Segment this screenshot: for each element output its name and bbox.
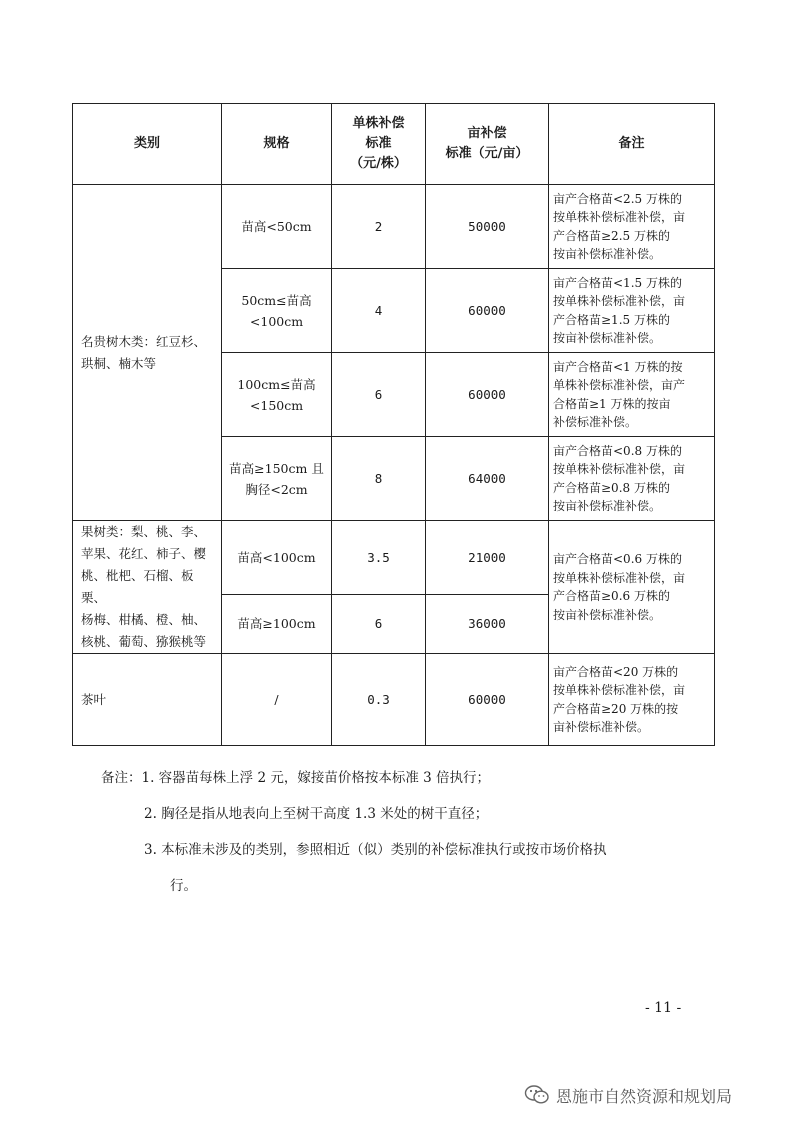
category-cell — [73, 185, 222, 521]
note-cell — [549, 353, 715, 437]
header-per-mu — [426, 104, 549, 185]
spec-line: / — [274, 692, 279, 707]
spec-cell — [222, 521, 332, 595]
note-line: 亩产合格苗<1 万株的按 — [553, 359, 683, 374]
per-plant-cell: 6 — [332, 594, 426, 653]
spec-cell — [222, 594, 332, 653]
table-row — [73, 185, 715, 269]
watermark-text: 恩施市自然资源和规划局 — [556, 1086, 733, 1106]
header-per-mu-line: 亩补偿 — [467, 126, 507, 141]
per-mu-cell: 36000 — [426, 594, 549, 653]
note-line: 按亩补偿标准补偿。 — [553, 247, 662, 261]
category-cell — [73, 654, 222, 746]
spec-line: 苗高≥100cm — [237, 616, 316, 632]
note-line: 亩产合格苗<2.5 万株的 — [553, 191, 682, 206]
spec-line: 苗高<50cm — [241, 219, 312, 234]
page-number: - 11 - — [645, 1000, 682, 1016]
wechat-icon — [524, 1084, 550, 1106]
category-line: 名贵树木类：红豆杉、 — [81, 333, 207, 349]
per-mu-cell: 60000 — [426, 353, 549, 437]
header-per-plant-line: 单株补偿 — [352, 116, 405, 131]
remark-line-1: 备注：1. 容器苗每株上浮 2 元，嫁接苗价格按本标准 3 倍执行； — [101, 770, 491, 786]
note-line: 产合格苗≥2.5 万株的 — [553, 228, 670, 243]
note-line: 按单株补偿标准补偿，亩 — [553, 210, 686, 224]
watermark — [524, 1081, 732, 1109]
note-line: 按单株补偿标准补偿，亩 — [553, 462, 686, 476]
note-cell — [549, 521, 715, 654]
category-line: 杨梅、柑橘、橙、柚、 — [81, 612, 207, 627]
note-line: 按单株补偿标准补偿，亩 — [553, 294, 686, 308]
per-plant-cell: 8 — [332, 437, 426, 521]
per-plant-cell: 6 — [332, 353, 426, 437]
note-line: 产合格苗≥1.5 万株的 — [553, 312, 670, 327]
note-cell — [549, 269, 715, 353]
per-mu-cell: 64000 — [426, 437, 549, 521]
header-per-plant-line: （元/株） — [350, 156, 407, 171]
spec-line: 100cm≤苗高 — [237, 376, 316, 392]
note-line: 亩补偿标准补偿。 — [553, 720, 650, 734]
note-cell — [549, 654, 715, 746]
header-per-plant — [332, 104, 426, 185]
per-mu-cell: 60000 — [426, 654, 549, 746]
category-line: 茶叶 — [81, 691, 107, 707]
note-cell — [549, 185, 715, 269]
note-line: 按单株补偿标准补偿，亩 — [553, 570, 686, 585]
per-mu-cell: 60000 — [426, 269, 549, 353]
header-per-mu-line: 标准（元/亩） — [445, 146, 529, 161]
spec-line: 苗高≥150cm 且 — [229, 460, 324, 476]
remark-line-4: 行。 — [170, 878, 197, 894]
per-plant-cell: 4 — [332, 269, 426, 353]
header-remark: 备注 — [549, 104, 715, 185]
per-plant-cell: 3.5 — [332, 521, 426, 595]
compensation-table — [72, 103, 715, 746]
note-line: 亩产合格苗<0.6 万株的 — [553, 552, 682, 566]
note-line: 合格苗≥1 万株的按亩 — [553, 396, 671, 411]
note-line: 产合格苗≥0.8 万株的 — [553, 480, 670, 495]
note-line: 产合格苗≥0.6 万株的 — [553, 589, 670, 603]
header-category: 类别 — [73, 104, 222, 185]
note-line: 亩产合格苗<0.8 万株的 — [553, 443, 682, 458]
table-header-row — [73, 104, 715, 185]
note-line: 单株补偿标准补偿，亩产 — [553, 378, 686, 392]
note-line: 亩产合格苗<20 万株的 — [553, 664, 679, 679]
note-line: 补偿标准补偿。 — [553, 415, 638, 429]
per-plant-cell: 2 — [332, 185, 426, 269]
spec-line: 胸径<2cm — [245, 481, 308, 497]
category-line: 苹果、花红、柿子、樱 — [81, 546, 207, 561]
per-plant-cell: 0.3 — [332, 654, 426, 746]
spec-line: 苗高<100cm — [237, 549, 316, 565]
spec-cell — [222, 185, 332, 269]
remark-line-2: 2. 胸径是指从地表向上至树干高度 1.3 米处的树干直径； — [144, 806, 489, 822]
spec-cell — [222, 654, 332, 746]
category-line: 核桃、葡萄、猕猴桃等 — [81, 634, 207, 649]
header-per-plant-line: 标准 — [365, 136, 392, 151]
header-spec: 规格 — [222, 104, 332, 185]
spec-line: 50cm≤苗高 — [241, 292, 312, 308]
category-line: 珙桐、楠木等 — [81, 355, 157, 371]
remark-line-3: 3. 本标准未涉及的类别，参照相近（似）类别的补偿标准执行或按市场价格执 — [144, 842, 607, 858]
category-line: 果树类：梨、桃、李、 — [81, 524, 207, 539]
note-line: 按亩补偿标准补偿。 — [553, 607, 662, 622]
spec-cell — [222, 269, 332, 353]
spec-cell — [222, 353, 332, 437]
spec-line: <150cm — [249, 397, 304, 413]
category-cell — [73, 521, 222, 654]
per-mu-cell: 50000 — [426, 185, 549, 269]
note-line: 按亩补偿标准补偿。 — [553, 331, 662, 345]
table-row — [73, 654, 715, 746]
per-mu-cell: 21000 — [426, 521, 549, 595]
note-line: 按亩补偿标准补偿。 — [553, 499, 662, 513]
note-line: 亩产合格苗<1.5 万株的 — [553, 275, 682, 290]
spec-cell — [222, 437, 332, 521]
note-line: 产合格苗≥20 万株的按 — [553, 701, 679, 716]
note-cell — [549, 437, 715, 521]
category-line: 桃、枇杷、石榴、板栗、 — [81, 568, 194, 605]
table-row — [73, 521, 715, 595]
note-line: 按单株补偿标准补偿，亩 — [553, 683, 686, 697]
spec-line: <100cm — [249, 313, 304, 329]
